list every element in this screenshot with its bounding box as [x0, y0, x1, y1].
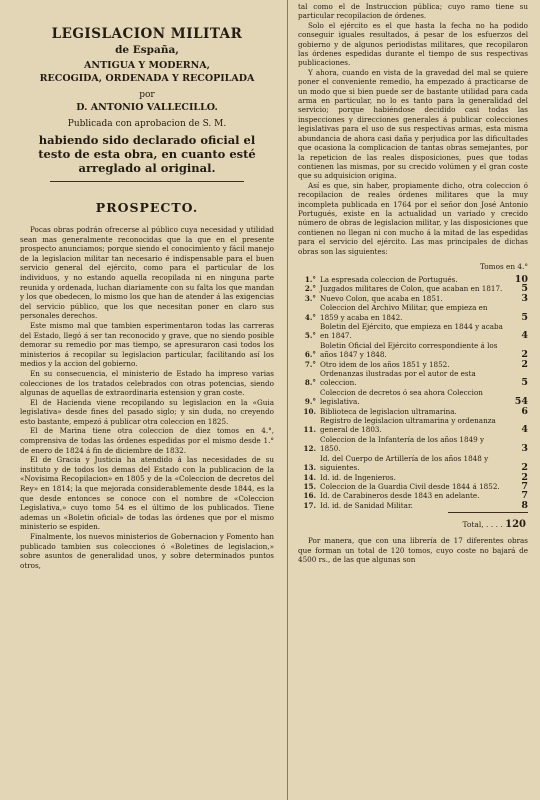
work-title: Juzgados militares de Colon, que acaban en 1817.	[320, 284, 503, 294]
paragraph: tal como el de Instruccion pública; cuyo ramo tiene su particular recopilacion de órdenes.	[298, 2, 528, 21]
paragraph: El de Gracia y Justicia ha atendido á las necesidades de su instituto y de todos los demas del Estado con la publicacion de la «Novísima Recopilacion» en 1805 y de la «Coleccion de decretos del Rey» en 1814; la que mejorada considerablemente desde 1844, es la que desde entonces se conoce con el nombre de «Coleccion Legislativa,» cuyo tomo 54 es el último de los publicados. Tiene ademas un «Boletin oficial» de todas las órdenes que por el mismo ministerio se espiden.	[20, 455, 274, 532]
work-title: Id. del Cuerpo de Artillería de los años 1848 y siguientes.	[320, 453, 489, 473]
work-number: 4.°	[304, 312, 316, 322]
total-rule	[448, 512, 528, 513]
paragraph: El de Marina tiene otra coleccion de diez tomos en 4.°, comprensiva de todas las órdenes espedidas por el mismo desde 1.° de enero de 1824 á fin de diciembre de 1832.	[20, 426, 274, 455]
work-tomos: 3	[521, 292, 528, 304]
work-number: 11.	[303, 425, 316, 435]
table-row	[298, 322, 528, 341]
work-tomos: 8	[521, 499, 528, 511]
work-tomos: 7	[521, 480, 528, 492]
work-number: 9.°	[304, 397, 316, 407]
title-line-4: RECOGIDA, ORDENADA Y RECOPILADA	[39, 73, 255, 84]
work-title: Otro idem de los años 1851 y 1852.	[320, 359, 450, 369]
work-title: Ordenanzas ilustradas por el autor de esta coleccion.	[320, 369, 476, 388]
work-number: 16.	[303, 491, 316, 501]
official-declaration: habiendo sido declarado oficial el testo de esta obra, en cuanto esté arreglado al original.	[38, 133, 256, 175]
paragraph: Y ahora, cuando en vista de la gravedad del mal se quiere poner el conveniente remedio, ha empezado á practicarse de un modo que si bien puede ser de bastante utilidad para cada arma en particular, no lo es tanto para la generalidad del servicio; porque habiéndose decidido casi todas las inspecciones y direcciones generales á publicar colecciones legislativas para el uso de sus respectivas armas, esta misma abundancia de ahora casi daña y perjudica por las dificultades que ocasiona la complicacion de tantas obras semejantes, por la repeticion de las reales disposiciones, pues que todas contienen las mismas, por su crecido volúmen y el gran coste que su adquisicion origina.	[298, 67, 528, 181]
work-number: 10.	[303, 406, 316, 416]
work-number: 13.	[303, 463, 316, 473]
tomos-header: Tomos en 4.°	[479, 261, 528, 271]
table-row	[298, 284, 528, 293]
column-divider	[287, 0, 288, 800]
title-block	[20, 26, 274, 215]
right-column	[292, 0, 540, 564]
total-row: Total, . . . . 120	[462, 519, 526, 531]
work-number: 2.°	[304, 284, 316, 294]
paragraph: Este mismo mal que tambien esperimentaron todas las carreras del Estado, llegó á ser tan reconocido y grave, que no siendo posible demorar su remedio por mas tiempo, se apresuraron casi todos los ministerios á recopilar su legislacion particular, facilitando así los medios y la accion del gobierno.	[20, 320, 274, 369]
work-tomos: 3	[521, 443, 528, 455]
work-tomos: 6	[521, 405, 528, 417]
author-name: D. ANTONIO VALLECILLO.	[76, 102, 218, 113]
work-tomos: 4	[521, 330, 528, 342]
title-por: por	[139, 90, 155, 100]
work-tomos: 2	[521, 349, 528, 361]
work-number: 7.°	[304, 359, 316, 369]
title-divider	[50, 181, 244, 182]
table-row	[298, 369, 528, 388]
paragraph: Finalmente, los nuevos ministerios de Gobernacion y Fomento han publicado tambien sus colecciones ó «Boletines de legislacion,» sobre asuntos de generalidad unos, y sobre determinados puntos otros,	[20, 532, 274, 570]
work-number: 12.	[303, 444, 316, 454]
paragraph: Así es que, sin haber, propiamente dicho, otra coleccion ó recopilacion de reales órdenes militares que la muy incompleta publicada en 1764 por el señor don José Antonio Portugués, existe en la actualidad un variado y crecido número de obras de legislacion militar, y las disposiciones que contienen no llegan ni con mucho á la mitad de las espedidas para el servicio del ejército. Las mas principales de dichas obras son las siguientes:	[298, 180, 528, 256]
paragraph: Pocas obras podrán ofrecerse al público cuya necesidad y utilidad sean mas generalmente reconocidas que la que en el presente prospecto anunciamos; porque siendo el conocimiento y fácil manejo de la legislacion militar tan necesario é indispensable para el buen servicio general del ejército, como para el particular de los individuos, y no estando aquella recopilada ni en ninguna parte reunida y ordenada, luchan diariamente con su falta los que mandan y los que obedecen, lo mismo los que han de atender á las exigencias del servicio público, que los que necesitan poner en claro sus personales derechos.	[20, 225, 274, 321]
table-row	[298, 491, 528, 500]
work-tomos: 4	[521, 424, 528, 436]
work-number: 6.°	[304, 350, 316, 360]
work-title: Boletin del Ejército, que empieza en 1844 y acaba en 1847.	[320, 322, 503, 341]
left-column	[0, 0, 284, 570]
work-number: 8.°	[304, 378, 316, 388]
paragraph: Solo el ejército es el que hasta la fecha no ha podido conseguir iguales resultados, á pesar de los esfuerzos del gobierno y de algunos periodistas militares, que recopilaron las órdenes espedidas durante el tiempo de sus respectivas publicaciones.	[298, 20, 528, 68]
work-title: Id. de Carabineros desde 1843 en adelante.	[320, 491, 480, 501]
work-title: Coleccion de la Infantería de los años 1849 y 1850.	[320, 434, 485, 454]
paragraph: En su consecuencia, el ministerio de Estado ha impreso varias colecciones de los tratados celebrados con otras potencias, siendo algunas de aquellas de extraordinaria estension y gran coste.	[20, 368, 274, 398]
work-title: Id. id. de Sanidad Militar.	[320, 500, 413, 510]
work-number: 3.°	[304, 293, 316, 303]
work-tomos: 5	[521, 377, 528, 389]
work-tomos: 54	[514, 396, 528, 408]
work-number: 17.	[303, 500, 316, 510]
work-title: Registro de legislacion ultramarina y ordenanza general de 1803.	[320, 416, 496, 435]
work-number: 14.	[303, 472, 316, 482]
work-number: 5.°	[304, 331, 316, 341]
table-row	[298, 482, 528, 491]
works-table	[298, 275, 528, 510]
table-row	[298, 275, 528, 284]
table-row	[298, 341, 528, 360]
paragraph: El de Hacienda viene recopilando su legislacion en la «Guia legislativa» desde fines del pasado siglo; y sin duda, no creyendo esto bastante, empezó á publicar otra coleccion en 1825.	[20, 397, 274, 426]
total-label: Total,	[462, 520, 484, 530]
document-subtitle: de España,	[115, 44, 179, 56]
work-title: Coleccion del Archivo Militar, que empieza en 1859 y acaba en 1842.	[320, 303, 488, 322]
table-row	[298, 416, 528, 435]
table-row	[298, 303, 528, 322]
closing-paragraph: Por manera, que con una librería de 17 diferentes obras que forman un total de 120 tomos, cuyo coste no bajará de 4500 rs., de las que algunas son	[298, 536, 528, 564]
approval-line: Publicada con aprobacion de S. M.	[67, 119, 227, 129]
work-title: Boletin Oficial del Ejército correspondiente á los años 1847 y 1848.	[320, 340, 498, 360]
table-row	[298, 388, 528, 407]
work-number: 1.°	[304, 274, 316, 284]
work-number: 15.	[303, 481, 316, 491]
table-row	[298, 473, 528, 482]
document-title: LEGISLACION MILITAR	[51, 26, 243, 42]
work-tomos: 5	[521, 311, 528, 323]
table-row	[298, 360, 528, 369]
work-title: Nuevo Colon, que acaba en 1851.	[320, 293, 443, 303]
work-tomos: 7	[521, 490, 528, 502]
work-title: Id. id. de Ingenieros.	[320, 472, 396, 482]
total-value: 120	[505, 519, 526, 531]
work-title: Biblioteca de legislacion ultramarina.	[320, 406, 457, 416]
work-tomos: 5	[521, 283, 528, 295]
table-row	[298, 407, 528, 416]
title-line-3: ANTIGUA Y MODERNA,	[84, 60, 210, 71]
table-row	[298, 454, 528, 473]
work-title: La espresada coleccion de Portugués.	[320, 274, 458, 284]
work-tomos: 10	[514, 273, 528, 285]
table-row	[298, 435, 528, 454]
work-tomos: 2	[521, 471, 528, 483]
work-tomos: 2	[521, 358, 528, 370]
work-tomos: 2	[521, 462, 528, 474]
prospecto-heading: PROSPECTO.	[95, 200, 199, 215]
table-row	[298, 501, 528, 510]
left-body	[20, 225, 274, 570]
table-row	[298, 294, 528, 303]
work-title: Coleccion de la Guardia Civil desde 1844 á 1852.	[320, 481, 500, 491]
work-title: Coleccion de decretos ó sea ahora Coleccion legislativa.	[320, 387, 483, 407]
